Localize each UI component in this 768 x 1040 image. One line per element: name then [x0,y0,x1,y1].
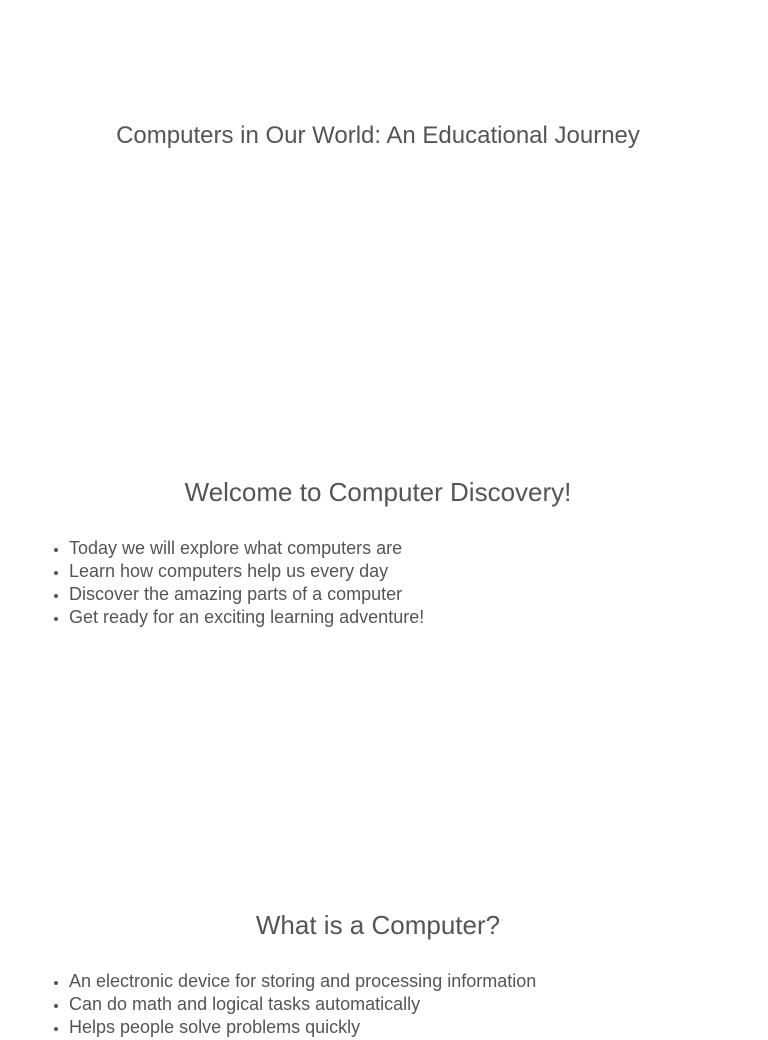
bullet-list-what-is-computer [0,970,536,1039]
list-item: • Discover the amazing parts of a computer [69,583,424,606]
section-heading-what-is-computer: What is a Computer? [255,910,501,940]
document-title: Computers in Our World: An Educational Journey [116,122,640,149]
list-item: • Helps people solve problems quickly [69,1016,536,1039]
list-item: • Learn how computers help us every day [69,560,424,583]
section-heading-welcome: Welcome to Computer Discovery! [184,477,572,507]
list-item: • Today we will explore what computers are [69,537,424,560]
list-item: • Can do math and logical tasks automatically [69,993,536,1016]
list-item: • Get ready for an exciting learning adventure! [69,606,424,629]
bullet-list-welcome [0,537,424,629]
list-item: • An electronic device for storing and processing information [69,970,536,993]
